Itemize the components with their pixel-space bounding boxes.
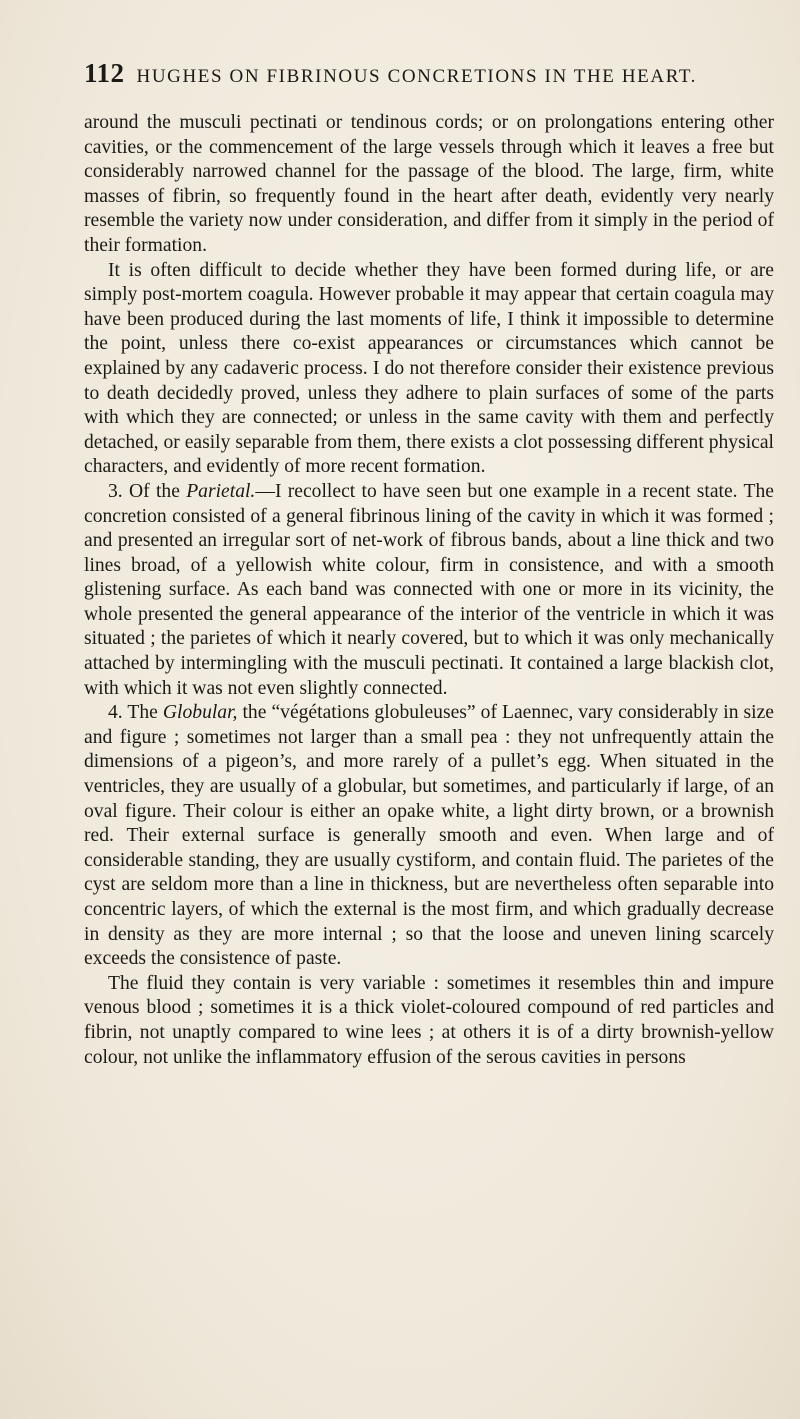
paragraph-text: It is often difficult to decide whether they have been formed during life, or are simply post-mortem coagula. However probable it may appear that certain coagula may have been produced during the last moments of life, I think it impossible to determine the point, unless there co-exist appearances or circumstances which cannot be explained by any cadaveric process. I do not therefore consider their existence previous to death decidedly proved, unless they adhere to plain surfaces of some of the parts with which they are connected; or unless in the same cavity with them and perfectly detached, or easily separable from them, there exists a clot possessing different physical characters, and evidently of more recent formation. [84,259,774,478]
body-text [84,111,774,1070]
paragraph-text: The fluid they contain is very variable : sometimes it resembles thin and impure venous blood ; sometimes it is a thick violet-coloured compound of red particles and fibrin, not unaptly compared to wine lees ; at others it is of a dirty brownish-yellow colour, not unlike the inflammatory effusion of the serous cavities in persons [84,972,774,1068]
section-term: Globular, [162,702,238,724]
paragraph-parietal [84,480,774,701]
page-number: 112 [84,58,125,88]
paragraph-text: —I recollect to have seen but one example in a recent state. The concretion consisted of a general fibrinous lining of the cavity in which it was formed ; and presented an irregular sort of net-work of fibrous bands, about a line thick and two lines broad, of a yellowish white colour, firm in consistence, and with a smooth glistening surface. As each band was connected with one or more in its vicinity, the whole presented the general appearance of the interior of the ventricle in which it was situated ; the parietes of which it nearly covered, but to which it was only mechanically attached by intermingling with the musculi pectinati. It contained a large blackish clot, with which it was not even slightly connected. [84,480,774,699]
section-lead: 4. The [108,702,163,724]
paragraph-continuation [84,111,774,259]
running-head: HUGHES ON FIBRINOUS CONCRETIONS IN THE HEART. [136,66,697,87]
paragraph-text: around the musculi pectinati or tendinous cords; or on prolongations entering other cavities, or the commencement of the large vessels through which it leaves a free but considerably narrowed channel for the passage of the blood. The large, firm, white masses of fibrin, so frequently found in the heart after death, evidently very nearly resemble the variety now under consideration, and differ from it simply in the period of their formation. [84,112,774,256]
paragraph-coagula [84,259,774,480]
paragraph-fluid [84,972,774,1070]
section-lead: 3. Of the [108,480,187,502]
paragraph-globular [84,701,774,972]
section-term: Parietal. [186,480,256,502]
page-header [84,58,784,89]
paragraph-text: the “végétations globuleuses” of Laennec, vary considerably in size and figure ; sometimes not larger than a small pea : they not unfrequently attain the dimensions of a pigeon’s, and more rarely of a pullet’s egg. When situated in the ventricles, they are usually of a globular, but sometimes, and particularly if large, of an oval figure. Their colour is either an opake white, a light dirty brown, or a brownish red. Their external surface is generally smooth and even. When large and of considerable standing, they are usually cystiform, and contain fluid. The parietes of the cyst are seldom more than a line in thickness, but are nevertheless often separable into concentric layers, of which the external is the most firm, and which gradually decrease in density as they are more internal ; so that the loose and uneven lining scarcely exceeds the consistence of paste. [84,702,774,970]
